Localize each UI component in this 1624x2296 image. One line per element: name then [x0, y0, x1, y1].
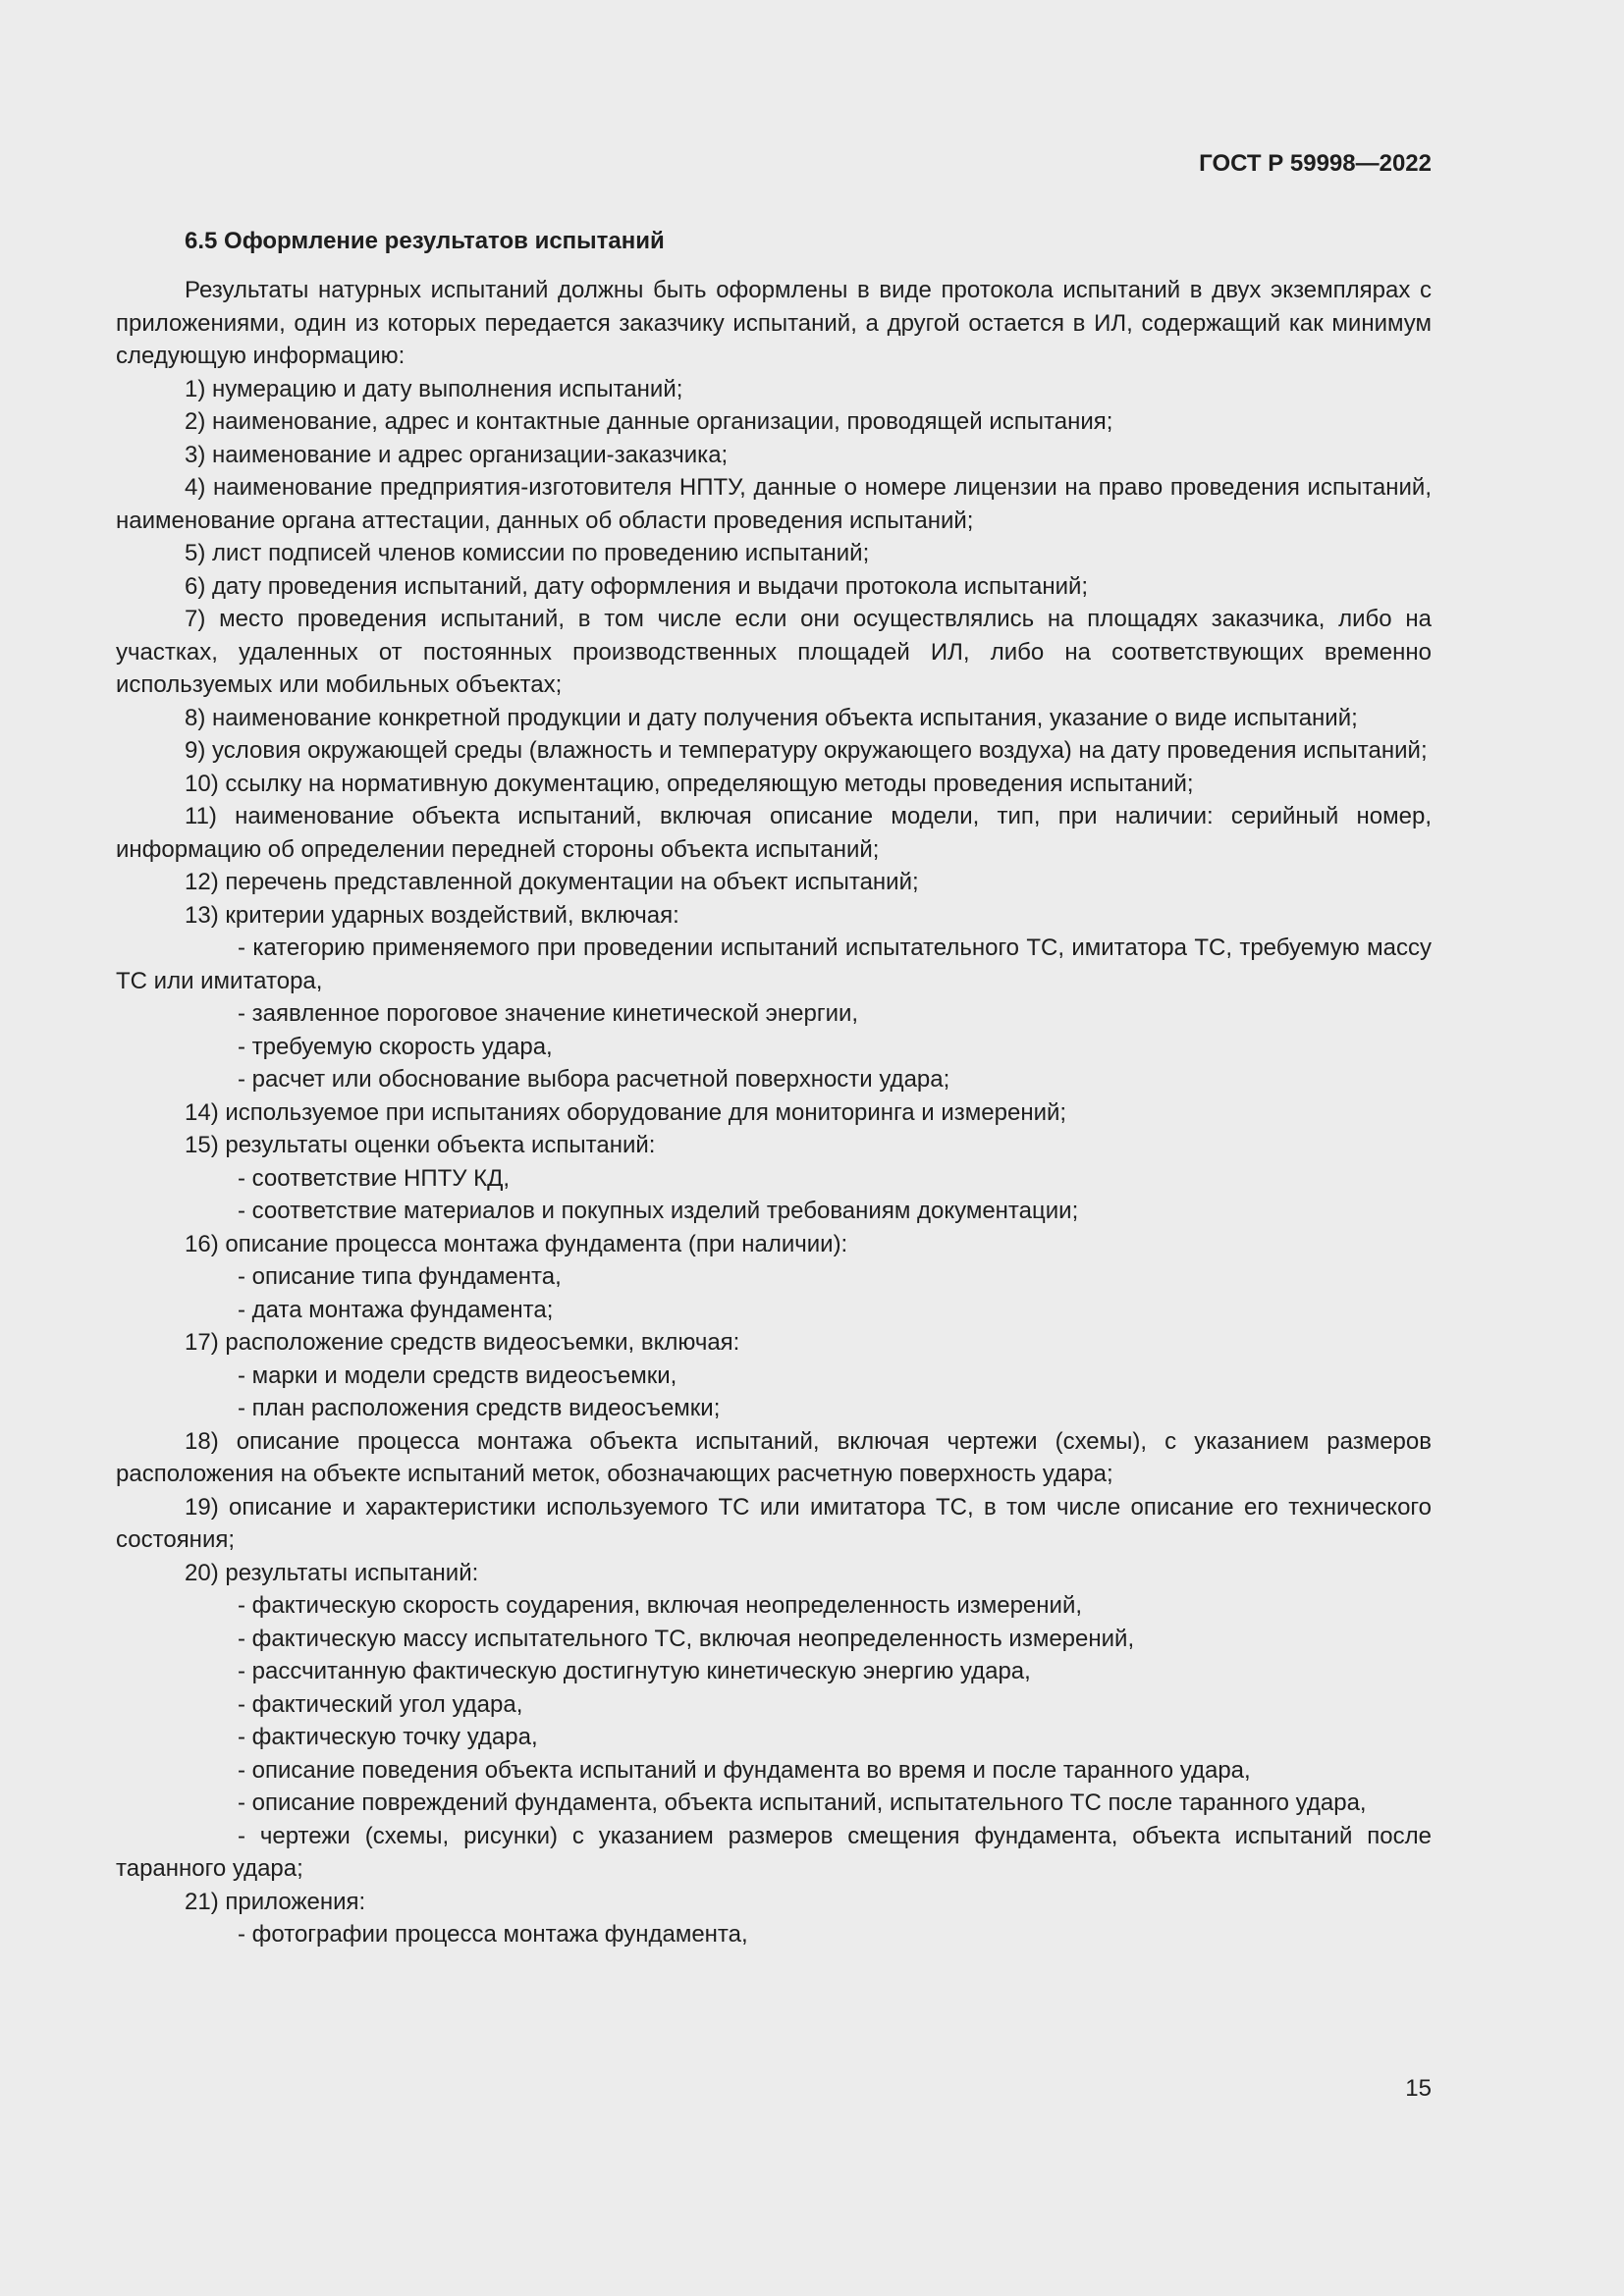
list-item-7: 7) место проведения испытаний, в том числе если они осуществлялись на площадях заказчика, либо на участках, удаленных от постоянных производственных площадей ИЛ, либо на соответствующих временно используемых или мобильных объектах; — [116, 606, 1432, 698]
list-item-8: 8) наименование конкретной продукции и дату получения объекта испытания, указание о виде испытаний; — [185, 704, 1358, 731]
sub-item-20-6: - описание поведения объекта испытаний и фундамента во время и после таранного удара, — [238, 1756, 1251, 1784]
sub-item-20-1: - фактическую скорость соударения, включая неопределенность измерений, — [238, 1592, 1083, 1619]
list-item-4: 4) наименование предприятия-изготовителя НПТУ, данные о номере лицензии на право проведения испытаний, наименование органа аттестации, данных об области проведения испытаний; — [116, 474, 1432, 534]
sub-item-20-2: - фактическую массу испытательного ТС, включая неопределенность измерений, — [238, 1625, 1135, 1652]
list-item-17: 17) расположение средств видеосъемки, включая: — [185, 1329, 740, 1356]
list-item-21: 21) приложения: — [185, 1888, 366, 1915]
sub-item-20-4: - фактический угол удара, — [238, 1690, 523, 1718]
sub-item-17-2: - план расположения средств видеосъемки; — [238, 1395, 721, 1421]
list-item-14: 14) используемое при испытаниях оборудование для мониторинга и измерений; — [185, 1098, 1067, 1126]
list-item-15: 15) результаты оценки объекта испытаний: — [185, 1132, 656, 1158]
list-item-2: 2) наименование, адрес и контактные данные организации, проводящей испытания; — [185, 408, 1113, 435]
sub-item-21-1: - фотографии процесса монтажа фундамента, — [238, 1921, 748, 1948]
sub-item-13-4: - расчет или обоснование выбора расчетной поверхности удара; — [238, 1066, 950, 1093]
sub-item-15-1: - соответствие НПТУ КД, — [238, 1164, 511, 1192]
list-item-6: 6) дату проведения испытаний, дату оформления и выдачи протокола испытаний; — [185, 572, 1089, 600]
list-item-5: 5) лист подписей членов комиссии по проведению испытаний; — [185, 540, 870, 566]
list-item-10: 10) ссылку на нормативную документацию, определяющую методы проведения испытаний; — [185, 770, 1194, 797]
sub-item-17-1: - марки и модели средств видеосъемки, — [238, 1362, 677, 1389]
sub-item-16-2: - дата монтажа фундамента; — [238, 1296, 554, 1323]
list-item-11: 11) наименование объекта испытаний, включая описание модели, тип, при наличии: серийный номер, информацию об определении передней стороны объекта испытаний; — [116, 803, 1432, 863]
section-body — [116, 274, 1432, 1951]
list-item-3: 3) наименование и адрес организации-заказчика; — [185, 441, 729, 468]
intro-paragraph: Результаты натурных испытаний должны быть оформлены в виде протокола испытаний в двух экземплярах с приложениями, один из которых передается заказчику испытаний, а другой остается в ИЛ, содержащий как минимум следующую информацию: — [116, 277, 1432, 369]
list-item-19: 19) описание и характеристики используемого ТС или имитатора ТС, в том числе описание его технического состояния; — [116, 1493, 1432, 1553]
sub-item-13-3: - требуемую скорость удара, — [238, 1033, 553, 1060]
document-number: ГОСТ Р 59998—2022 — [1199, 150, 1432, 177]
list-item-12: 12) перечень представленной документации на объект испытаний; — [185, 869, 919, 895]
list-item-1: 1) нумерацию и дату выполнения испытаний; — [185, 375, 683, 402]
sub-item-20-7: - описание повреждений фундамента, объекта испытаний, испытательного ТС после таранного удара, — [238, 1789, 1367, 1816]
list-item-16: 16) описание процесса монтажа фундамента (при наличии): — [185, 1230, 848, 1257]
sub-item-20-3: - рассчитанную фактическую достигнутую кинетическую энергию удара, — [238, 1658, 1031, 1684]
sub-item-13-2: - заявленное пороговое значение кинетической энергии, — [238, 1000, 859, 1027]
sub-item-13-1: - категорию применяемого при проведении испытаний испытательного ТС, имитатора ТС, требуемую массу ТС или имитатора, — [116, 934, 1432, 994]
list-item-20: 20) результаты испытаний: — [185, 1559, 479, 1586]
list-item-13: 13) критерии ударных воздействий, включая: — [185, 901, 679, 929]
sub-item-16-1: - описание типа фундамента, — [238, 1263, 562, 1290]
list-item-9: 9) условия окружающей среды (влажность и температуру окружающего воздуха) на дату проведения испытаний; — [185, 737, 1428, 764]
section-heading: 6.5 Оформление результатов испытаний — [185, 228, 665, 254]
sub-item-20-5: - фактическую точку удара, — [238, 1724, 538, 1750]
sub-item-20-8: - чертежи (схемы, рисунки) с указанием размеров смещения фундамента, объекта испытаний после таранного удара; — [116, 1822, 1432, 1882]
sub-item-15-2: - соответствие материалов и покупных изделий требованиям документации; — [238, 1198, 1079, 1224]
list-item-18: 18) описание процесса монтажа объекта испытаний, включая чертежи (схемы), с указанием размеров расположения на объекте испытаний меток, обозначающих расчетную поверхность удара; — [116, 1427, 1432, 1487]
page-number: 15 — [1405, 2075, 1432, 2102]
